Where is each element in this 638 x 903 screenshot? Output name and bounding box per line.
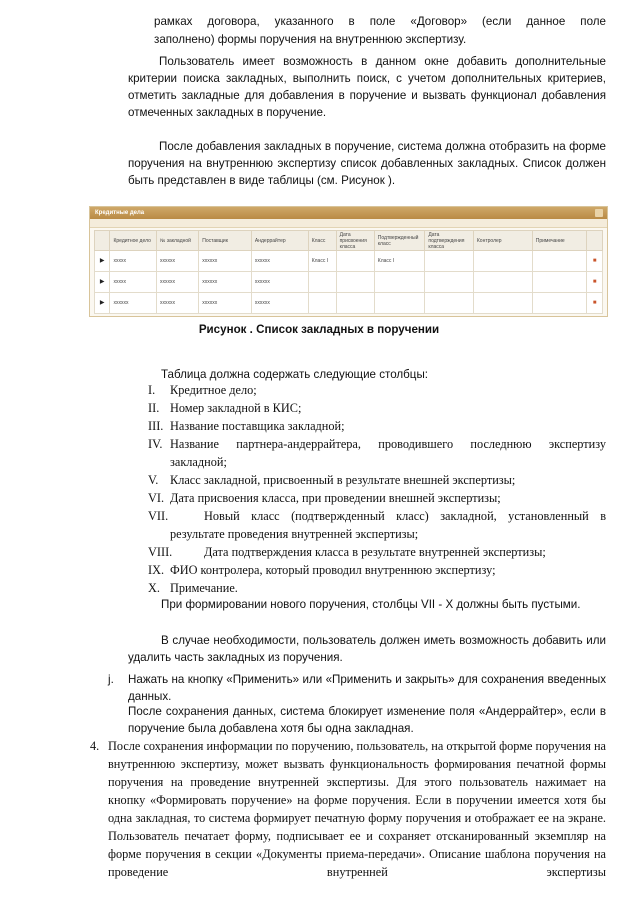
cell-supplier: xxxxxx xyxy=(199,272,252,293)
list-marker-j: j. xyxy=(108,673,114,686)
delete-row-icon[interactable]: ■ xyxy=(587,272,603,293)
list-marker-4: 4. xyxy=(90,739,100,753)
col-header-mortgage-number[interactable]: № закладной xyxy=(156,231,198,251)
paragraph-new-order: При формировании нового поручения, столбцы VII - X должны быть пустыми. xyxy=(161,598,581,611)
cell-note xyxy=(532,272,587,293)
row-expand-icon[interactable]: ▶ xyxy=(95,272,110,293)
panel-toolbar xyxy=(90,219,607,228)
table-row[interactable] xyxy=(95,293,603,314)
table-row[interactable] xyxy=(95,272,603,293)
paragraph-table-intro: Таблица должна содержать следующие столбцы: xyxy=(161,368,428,381)
col-header-note[interactable]: Примечание xyxy=(532,231,587,251)
paragraph-after-adding: После добавления закладных в поручение, система должна отобразить на форме поручения на внутреннюю экспертизу список добавленных закладных. Список должен быть представлен в виде таблицы (см. Рисунок ). xyxy=(128,140,606,187)
cell-supplier: xxxxxx xyxy=(199,293,252,314)
col-header-underwriter[interactable]: Андеррайтер xyxy=(251,231,308,251)
cell-credit-case: xxxxx xyxy=(110,251,156,272)
paragraph-apply-step: Нажать на кнопку «Применить» или «Применить и закрыть» для сохранения введенных данных. xyxy=(128,673,606,703)
delete-row-icon[interactable]: ■ xyxy=(587,293,603,314)
figure-mortgage-list-panel xyxy=(89,206,608,317)
col-header-delete xyxy=(587,231,603,251)
cell-confirmation-date xyxy=(425,293,474,314)
col-header-credit-case[interactable]: Кредитное дело xyxy=(110,231,156,251)
cell-class xyxy=(308,293,336,314)
cell-class-date xyxy=(336,251,374,272)
cell-confirmation-date xyxy=(425,272,474,293)
delete-row-icon[interactable]: ■ xyxy=(587,251,603,272)
cell-confirmed-class xyxy=(374,272,425,293)
row-expand-icon[interactable]: ▶ xyxy=(95,251,110,272)
cell-class xyxy=(308,272,336,293)
paragraph-continuation-end: заполнено) формы поручения на внутреннюю экспертизу. xyxy=(154,33,467,46)
mortgage-table xyxy=(94,230,603,314)
col-header-confirmed-class[interactable]: Подтвержденный класс xyxy=(374,231,425,251)
col-header-confirmation-date[interactable]: Дата подтверждения класса xyxy=(425,231,474,251)
panel-title: Кредитные дела xyxy=(95,210,145,216)
cell-confirmed-class xyxy=(374,293,425,314)
row-expand-icon[interactable]: ▶ xyxy=(95,293,110,314)
cell-controller xyxy=(473,293,532,314)
col-header-controller[interactable]: Контролер xyxy=(473,231,532,251)
cell-underwriter: xxxxxx xyxy=(251,272,308,293)
col-header-class-date[interactable]: Дата присвоения класса xyxy=(336,231,374,251)
cell-mortgage-number: xxxxxx xyxy=(156,272,198,293)
table-header-row xyxy=(95,231,603,251)
cell-underwriter: xxxxxx xyxy=(251,293,308,314)
figure-caption: Рисунок . Список закладных в поручении xyxy=(198,323,440,336)
cell-mortgage-number: xxxxxx xyxy=(156,251,198,272)
cell-supplier: xxxxxx xyxy=(199,251,252,272)
table-row[interactable] xyxy=(95,251,603,272)
cell-note xyxy=(532,251,587,272)
paragraph-after-save: После сохранения данных, система блокирует изменение поля «Андеррайтер», если в поручение была добавлена хотя бы одна закладная. xyxy=(128,705,606,735)
cell-credit-case: xxxxxx xyxy=(110,293,156,314)
cell-confirmed-class: Класс I xyxy=(374,251,425,272)
cell-class: Класс I xyxy=(308,251,336,272)
cell-class-date xyxy=(336,293,374,314)
collapse-icon[interactable] xyxy=(595,209,603,217)
cell-controller xyxy=(473,251,532,272)
cell-class-date xyxy=(336,272,374,293)
col-header-supplier[interactable]: Поставщик xyxy=(199,231,252,251)
cell-note xyxy=(532,293,587,314)
cell-confirmation-date xyxy=(425,251,474,272)
paragraph-continuation-line: рамках договора, указанного в поле «Договор» (если данное поле xyxy=(154,15,606,28)
paragraph-print-form: После сохранения информации по поручению, пользователь, на открытой форме поручения на внутреннюю экспертизу, может вызвать функциональность формирования печатной формы поручения на проведение внутренней экспертизы. Для этого пользователь нажимает на кнопку «Формировать поручение» на форме поручения. Если в поручении имеется хотя бы одна закладная, то система формирует печатную форму поручения и отображает ее на экране. Пользователь печатает форму, подписывает ее и сохраняет отсканированный экземпляр на форме поручения в секции «Документы приема-передачи». Описание шаблона поручения на проведение внутренней экспертизы xyxy=(108,739,606,879)
cell-credit-case: xxxxx xyxy=(110,272,156,293)
cell-underwriter: xxxxxx xyxy=(251,251,308,272)
paragraph-user-capability: Пользователь имеет возможность в данном окне добавить дополнительные критерии поиска закладных, выполнить поиск, с учетом дополнительных критериев, отметить закладные для добавления в поручение и вызвать функционал добавления отмеченных закладных в поручение. xyxy=(128,55,606,119)
panel-header xyxy=(90,207,607,219)
cell-mortgage-number: xxxxxx xyxy=(156,293,198,314)
col-header-class[interactable]: Класс xyxy=(308,231,336,251)
cell-controller xyxy=(473,272,532,293)
col-header-arrow xyxy=(95,231,110,251)
paragraph-add-remove: В случае необходимости, пользователь должен иметь возможность добавить или удалить часть закладных из поручения. xyxy=(128,634,606,664)
